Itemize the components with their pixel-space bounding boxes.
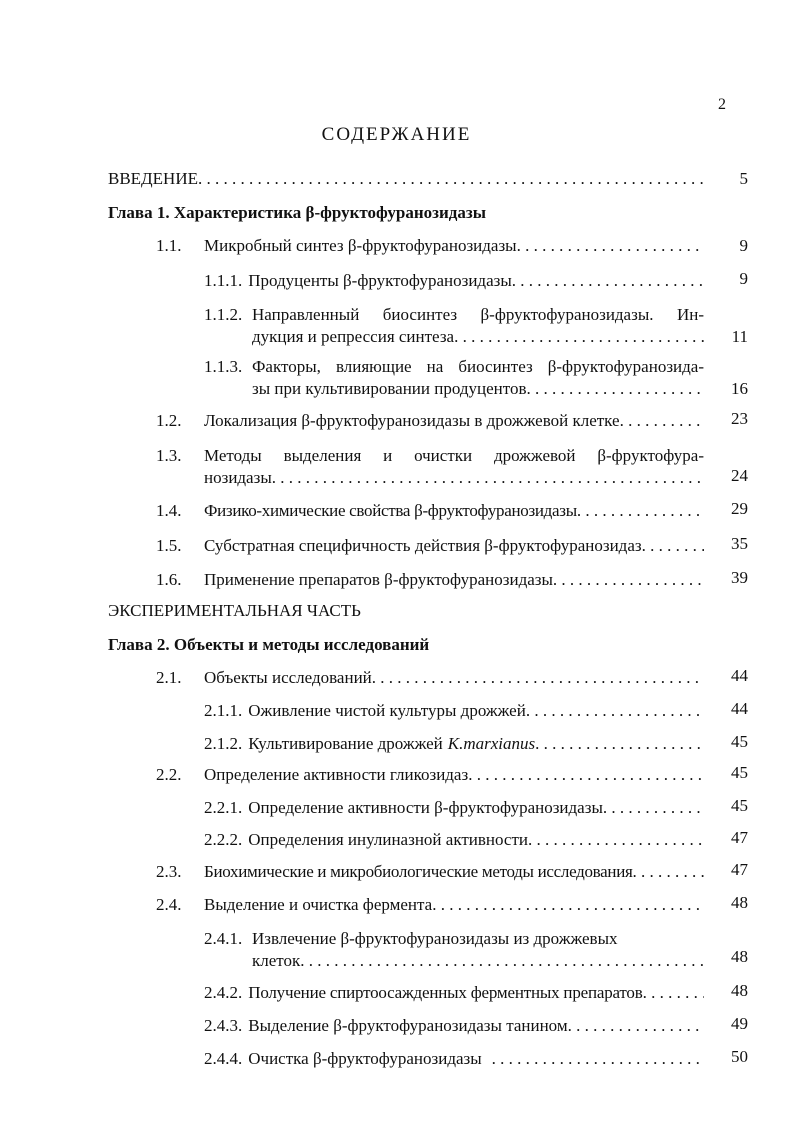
toc-page-number: 45 <box>731 796 748 815</box>
dot-leader <box>526 700 704 722</box>
dot-leader <box>642 535 704 557</box>
toc-entry-number: 1.1.2. <box>204 305 243 324</box>
toc-page-number: 48 <box>731 947 748 966</box>
toc-entry-label: Культивирование дрожжей <box>248 734 443 753</box>
toc-entry-2-4-1[interactable] <box>252 950 704 972</box>
toc-page-number: 39 <box>731 568 748 587</box>
dot-leader <box>526 378 704 400</box>
dot-leader <box>535 733 704 755</box>
toc-page-number: 48 <box>731 981 748 1000</box>
chapter-heading: Глава 2. Объекты и методы исследований <box>108 635 430 654</box>
dot-leader <box>603 797 704 819</box>
toc-entry-number: 1.4. <box>156 501 182 520</box>
toc-entry-number: 2.4.4. <box>204 1049 243 1068</box>
toc-entry-label: Выделение β-фруктофуранозидазы танином <box>248 1016 568 1035</box>
dot-leader <box>528 829 704 851</box>
toc-entry-label: Выделение и очистка фермента <box>204 895 433 914</box>
toc-page-number: 16 <box>731 379 748 398</box>
dot-leader <box>300 950 704 972</box>
toc-entry-2-1-1[interactable] <box>204 700 704 722</box>
toc-entry-number: 2.1.2. <box>204 734 243 753</box>
toc-entry-number: 2.4.2. <box>204 983 243 1002</box>
dot-leader <box>553 569 704 591</box>
toc-entry-label-line1: Методы выделения и очистки дрожжевой β-фруктофура- <box>204 446 704 465</box>
toc-entry-1-2[interactable] <box>204 410 704 432</box>
section-heading-experimental: ЭКСПЕРИМЕНТАЛЬНАЯ ЧАСТЬ <box>108 601 361 620</box>
toc-entry-1-1-1[interactable] <box>204 270 704 292</box>
toc-entry-1-4[interactable] <box>204 500 704 522</box>
toc-entry-label: Микробный синтез β-фруктофуранозидазы <box>204 236 517 255</box>
toc-page-number: 24 <box>731 466 748 485</box>
toc-entry-label: Определение активности гликозидаз <box>204 765 469 784</box>
toc-entry-1-5[interactable] <box>204 535 704 557</box>
toc-entry-label-italic: K.marxianus <box>447 734 536 753</box>
toc-entry-1-1-2[interactable] <box>252 326 704 348</box>
toc-entry-number: 1.1.3. <box>204 357 243 376</box>
toc-entry-label-line2: зы при культивировании продуцентов <box>252 379 527 398</box>
toc-entry-2-2[interactable] <box>204 764 704 786</box>
toc-entry-number: 2.2.1. <box>204 798 243 817</box>
toc-entry-number: 1.3. <box>156 446 182 465</box>
dot-leader <box>517 235 704 257</box>
toc-entry-2-1[interactable] <box>204 667 704 689</box>
toc-page-number: 47 <box>731 860 748 879</box>
toc-entry-number: 2.1.1. <box>204 701 243 720</box>
toc-entry-label: Оживление чистой культуры дрожжей <box>248 701 526 720</box>
toc-page-number: 48 <box>731 893 748 912</box>
toc-entry-label: Субстратная специфичность действия β-фруктофуранозидаз <box>204 536 642 555</box>
toc-entry-number: 1.1.1. <box>204 271 243 290</box>
toc-entry-2-4-4[interactable] <box>204 1048 704 1070</box>
toc-page-number: 47 <box>731 828 748 847</box>
toc-entry-label: Биохимические и микробиологические методы исследования <box>204 862 633 881</box>
toc-page-number: 23 <box>731 409 748 428</box>
dot-leader <box>633 861 704 883</box>
toc-entry-label: Физико-химические свойства β-фруктофуранозидазы <box>204 501 577 520</box>
toc-entry-2-2-1[interactable] <box>204 797 704 819</box>
toc-entry-label-line2: нозидазы <box>204 468 272 487</box>
dot-leader <box>620 410 704 432</box>
toc-entry-number: 1.2. <box>156 411 182 430</box>
toc-page-number: 50 <box>731 1047 748 1066</box>
toc-entry-1-6[interactable] <box>204 569 704 591</box>
toc-entry-label: Определения инулиназной активности <box>248 830 528 849</box>
toc-entry-2-2-2[interactable] <box>204 829 704 851</box>
toc-entry-number: 1.5. <box>156 536 182 555</box>
toc-entry-number: 2.4.1. <box>204 929 243 948</box>
toc-page-number: 11 <box>731 327 748 346</box>
toc-entry-label: Получение спиртоосажденных ферментных препаратов <box>248 983 643 1002</box>
chapter-heading: Глава 1. Характеристика β-фруктофуранозидазы <box>108 203 486 222</box>
toc-entry-2-1-2[interactable] <box>204 733 704 755</box>
dot-leader <box>568 1015 704 1037</box>
toc-entry-2-4[interactable] <box>204 894 704 916</box>
dot-leader <box>468 764 704 786</box>
toc-entry-number: 2.4. <box>156 895 182 914</box>
toc-entry-label: Объекты исследований <box>204 668 372 687</box>
toc-page-number: 35 <box>731 534 748 553</box>
toc-entry-number: 2.2.2. <box>204 830 243 849</box>
toc-page-number: 44 <box>731 666 748 685</box>
toc-entry-label: Применение препаратов β-фруктофуранозидазы <box>204 570 553 589</box>
toc-page-number: 49 <box>731 1014 748 1033</box>
toc-page-number: 9 <box>739 236 748 255</box>
toc-entry-label-line2: клеток <box>252 951 301 970</box>
toc-entry-label-line1: Извлечение β-фруктофуранозидазы из дрожжевых <box>252 929 618 948</box>
toc-entry-label: Определение активности β-фруктофуранозидазы <box>248 798 603 817</box>
toc-entry-label: Продуценты β-фруктофуранозидазы <box>248 271 512 290</box>
toc-page-number: 45 <box>731 732 748 751</box>
page-number: 2 <box>718 96 726 113</box>
toc-page-number: 29 <box>731 499 748 518</box>
toc-entry-number: 1.1. <box>156 236 182 255</box>
toc-page-number: 9 <box>739 269 748 288</box>
dot-leader <box>512 270 704 292</box>
toc-page-number: 45 <box>731 763 748 782</box>
dot-leader <box>372 667 704 689</box>
toc-entry-1-1-3[interactable] <box>252 378 704 400</box>
toc-page-number: 44 <box>731 699 748 718</box>
dot-leader <box>643 982 704 1004</box>
dot-leader <box>577 500 704 522</box>
toc-entry-label: Локализация β-фруктофуранозидазы в дрожжевой клетке <box>204 411 620 430</box>
toc-entry-label: ВВЕДЕНИЕ <box>108 169 198 188</box>
toc-entry-number: 2.1. <box>156 668 182 687</box>
dot-leader <box>432 894 704 916</box>
toc-entry-2-4-2[interactable] <box>204 982 704 1004</box>
dot-leader <box>198 168 704 190</box>
page-title: СОДЕРЖАНИЕ <box>321 124 472 145</box>
toc-entry-intro[interactable] <box>108 168 704 190</box>
toc-entry-2-3[interactable] <box>204 861 704 883</box>
toc-entry-number: 2.2. <box>156 765 182 784</box>
toc-entry-label-line2: дукция и репрессия синтеза <box>252 327 455 346</box>
toc-entry-label-line1: Факторы, влияющие на биосинтез β-фруктофуранозида- <box>252 357 704 376</box>
toc-entry-label-line1: Направленный биосинтез β-фруктофуранозидазы. Ин- <box>252 305 704 324</box>
dot-leader <box>492 1048 704 1070</box>
toc-entry-number: 1.6. <box>156 570 182 589</box>
toc-entry-number: 2.4.3. <box>204 1016 243 1035</box>
toc-entry-1-3[interactable] <box>204 467 704 489</box>
toc-entry-2-4-3[interactable] <box>204 1015 704 1037</box>
toc-entry-number: 2.3. <box>156 862 182 881</box>
dot-leader <box>272 467 704 489</box>
toc-entry-label: Очистка β-фруктофуранозидазы <box>248 1049 482 1068</box>
toc-entry-1-1[interactable] <box>204 235 704 257</box>
toc-page-number: 5 <box>739 169 748 188</box>
dot-leader <box>454 326 704 348</box>
